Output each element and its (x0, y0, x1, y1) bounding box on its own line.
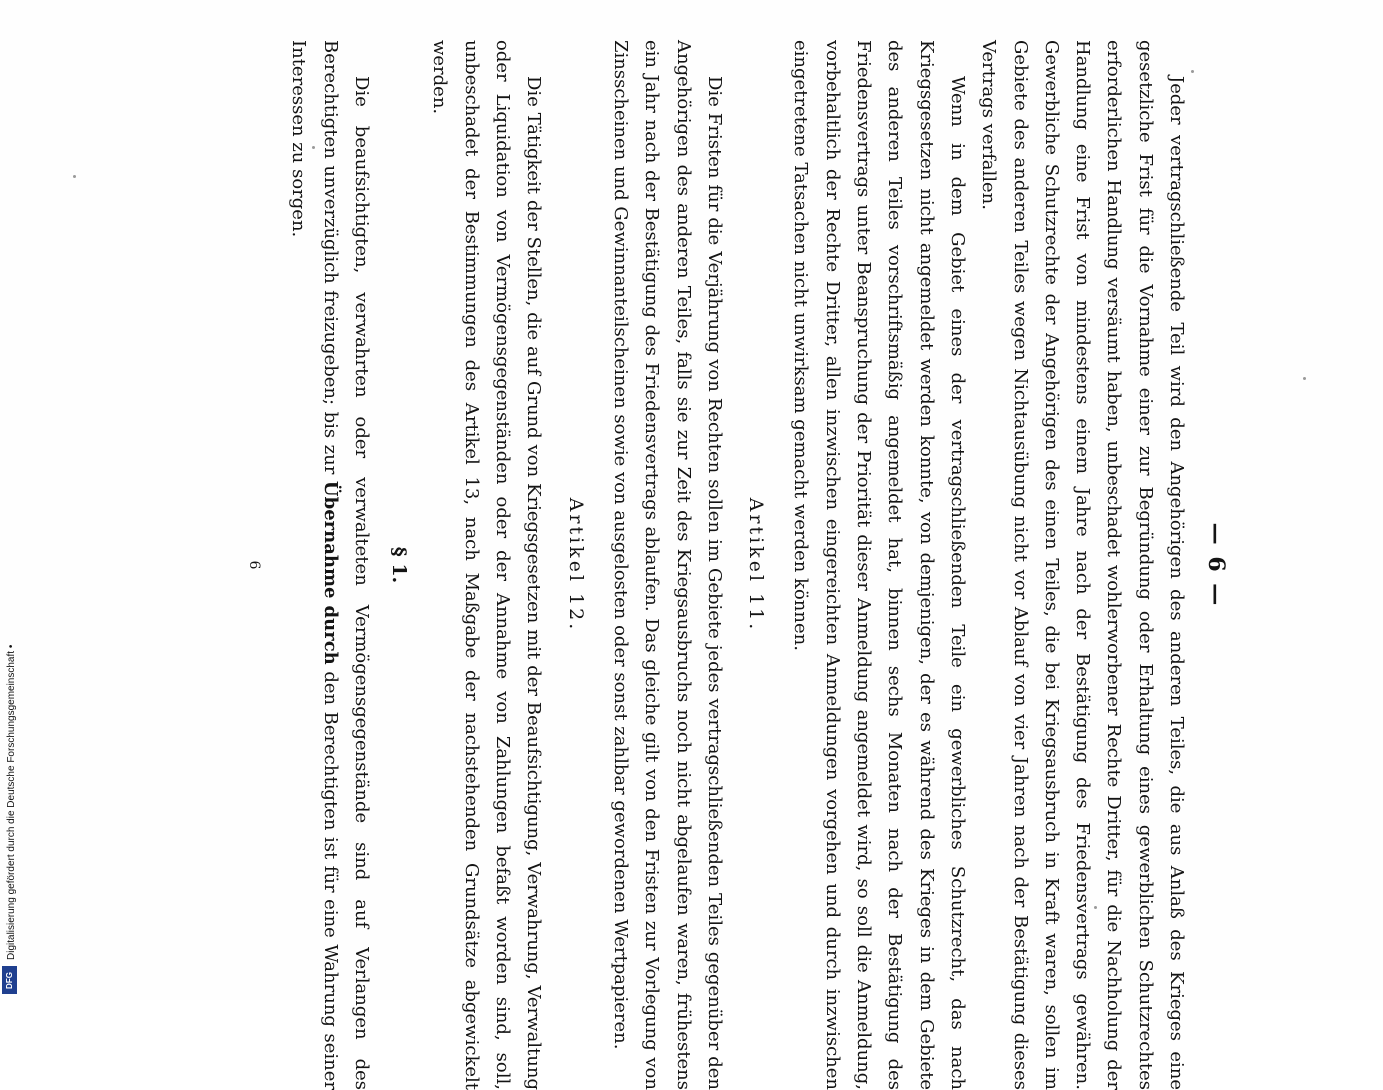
scan-speck (1303, 377, 1306, 380)
paragraph-2: Wenn in dem Gebiet eines der vertragschließenden Teile ein gewerbliches Schutzrecht, das nach Kriegsgesetzen nicht angemeldet werden konnte, von demjenigen, der es während des Krieges in dem Gebiete des anderen Teiles vorschriftsmäßig angemeldet hat, binnen sechs Monaten nach der Bestätigung des Friedensvertrags unter Beanspruchung der Priorität dieser Anmeldung angemeldet wird, so soll die Anmeldung, vorbehaltlich der Rechte Dritter, allen inzwischen eingereichten Anmeldungen vorgehen und durch inzwischen eingetretene Tatsachen nicht unwirksam gemacht werden können. (790, 40, 968, 1090)
paragraph-1 (973, 40, 1192, 1090)
section-1-text-bold: Übernahme durch (319, 480, 341, 665)
digitization-credit-text: Digitalisierung gefördert durch die Deutsche Forschungsgemeinschaft • (6, 644, 17, 960)
section-1-text-part-2: den Berechtigten ist für eine Wahrung seiner Interessen zu sorgen. (288, 40, 341, 1090)
paragraph-1b-text: Gewerbliche Schutzrechte der Angehörigen des einen Teiles, die bei Kriegsausbruch in Kraft waren, sollen im Gebiete des anderen Teiles wegen Nichtausübung nicht vor Ablauf von vier Jahren nach der Bestätigung dieses Vertrags verfallen. (978, 40, 1062, 1090)
dfg-logo-text: DFG (5, 971, 15, 989)
digitization-credit (6, 608, 18, 993)
scan-speck (73, 175, 76, 178)
section-1-text (283, 40, 377, 1090)
page-number: 6 (245, 560, 262, 570)
article-12-heading: Artikel 12. (564, 497, 587, 633)
page-header: — 6 — (1203, 522, 1229, 608)
paragraph-1-text: Jeder vertragschließende Teil wird den Angehörigen des anderen Teiles, die aus Anlaß des Krieges eine gesetzliche Frist für die Vornahme einer zur Begründung oder Erhaltung eines gewerblichen Schutzrechtes erforderlichen Handlung versäumt haben, unbeschadet wohlerworbener Rechte Dritter, für die Nachholung der Handlung eine Frist von mindestens einem Jahre nach der Bestätigung des Friedensvertrags gewähren. (1072, 40, 1187, 1090)
article-11-heading: Artikel 11. (745, 497, 768, 633)
scan-speck (1094, 906, 1097, 909)
dfg-logo (2, 966, 17, 994)
scan-speck (312, 146, 315, 149)
article-11-text: Die Fristen für die Verjährung von Rechten sollen im Gebiete jedes vertragschließenden Teiles gegenüber den Angehörigen des anderen Teiles, falls sie zur Zeit des Kriegsausbruchs noch nicht abgelaufen waren, frühestens ein Jahr nach der Bestätigung des Friedensvertrags ablaufen. Das gleiche gilt von den Fristen zur Vorlegung von Zinsscheinen und Gewinnanteilscheinen sowie von ausgelosten oder sonst zahlbar gewordenen Wertpapieren. (609, 40, 725, 1090)
rotated-text-block (146, 40, 1236, 1090)
scan-speck (1191, 70, 1194, 73)
section-1-mark: § 1. (388, 546, 411, 584)
section-1-text-part-1: Die beaufsichtigten, verwahrten oder verwalteten Vermögensgegenstände sind auf Verlangen des Berechtigten unverzüglich freizugeben; bis zur (319, 40, 372, 1090)
article-12-text: Die Tätigkeit der Stellen, die auf Grund von Kriegsgesetzen mit der Beaufsichtigung, Verwahrung, Verwaltung oder Liquidation von Vermögensgegenständen oder der Annahme von Zahlungen befaßt worden sind, soll, unbeschadet der Bestimmungen des Artikel 13, nach Maßgabe der nachstehenden Grundsätze abgewickelt werden. (429, 40, 545, 1090)
